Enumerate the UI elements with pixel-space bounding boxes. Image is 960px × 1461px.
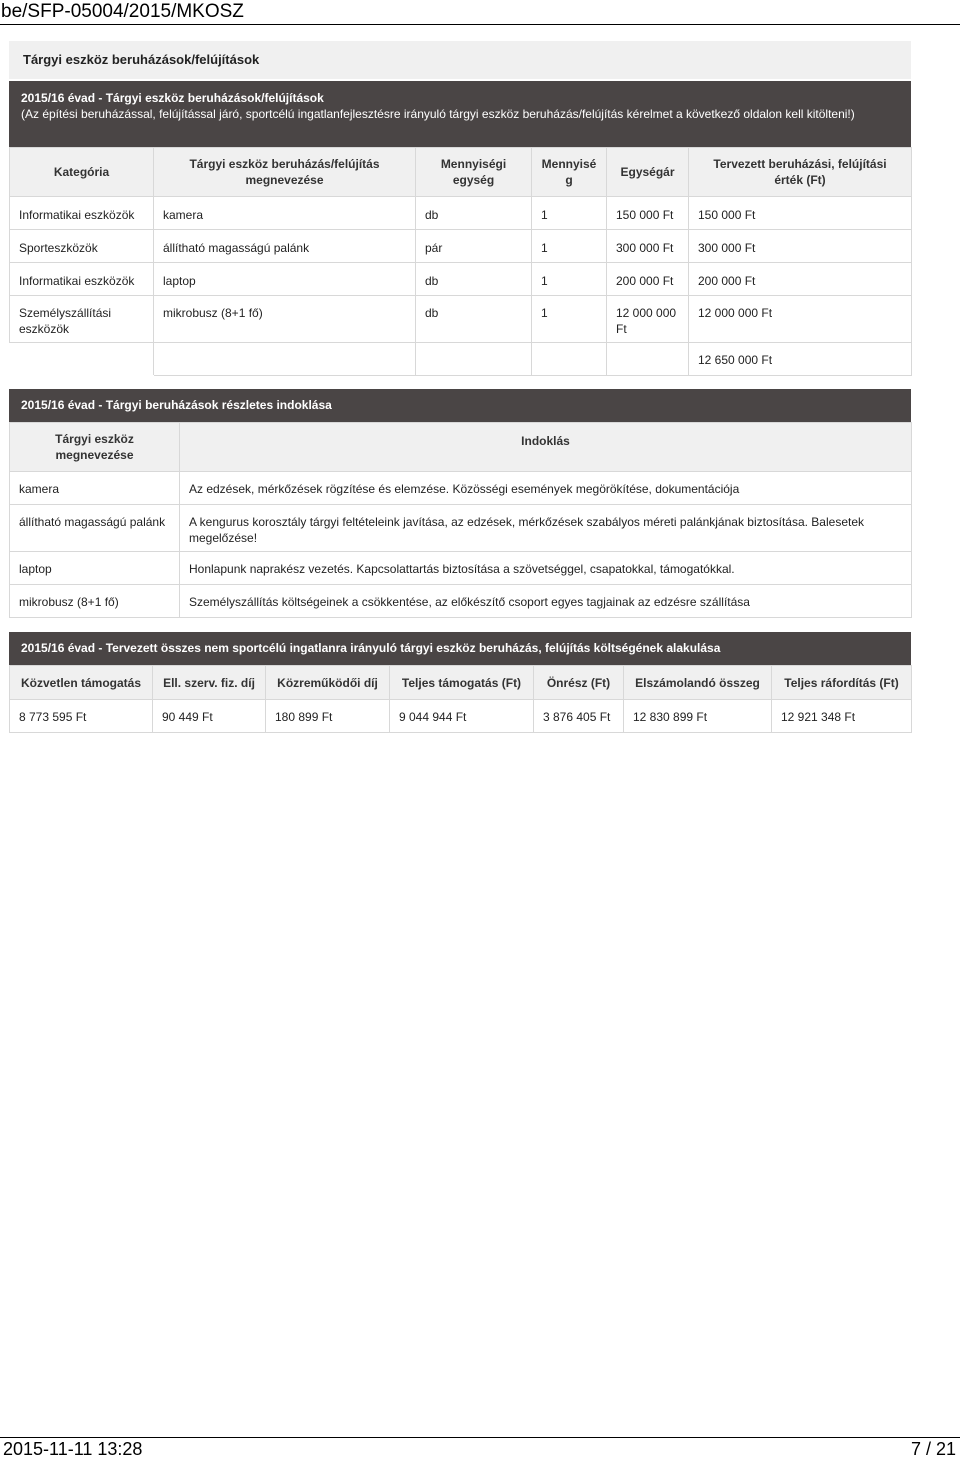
cell-unit: pár bbox=[416, 230, 532, 263]
cell-asset-name: mikrobusz (8+1 fő) bbox=[10, 585, 180, 618]
cell-reason: Az edzések, mérkőzések rögzítése és elemzése. Közösségi események megörökítése, dokumentációja bbox=[180, 472, 912, 505]
table-row bbox=[10, 263, 912, 296]
col-header-asset-name: Tárgyi eszköz megnevezése bbox=[10, 423, 180, 472]
page-footer bbox=[0, 1438, 960, 1461]
cell-reason: A kengurus korosztály tárgyi feltételeink javítása, az edzések, mérkőzések szabályos méreti palánkjának biztosítása. Balesetek megelőzése! bbox=[180, 505, 912, 552]
empty-cell bbox=[10, 343, 154, 376]
justification-table bbox=[9, 422, 912, 618]
investments-bar-note: (Az építési beruházással, felújítással járó, sportcélú ingatlanfejlesztésre irányuló tárgyi eszköz beruházás/felújítás kérelmet a következő oldalon kell kitölteni!) bbox=[21, 107, 855, 121]
cell-name: laptop bbox=[154, 263, 416, 296]
col-header-name: Tárgyi eszköz beruházás/felújítás megnevezése bbox=[154, 148, 416, 197]
cell-category: Sporteszközök bbox=[10, 230, 154, 263]
col-header-unit-price: Egységár bbox=[607, 148, 689, 197]
total-value: 12 650 000 Ft bbox=[689, 343, 912, 376]
cell-accountable-amount: 12 830 899 Ft bbox=[624, 700, 772, 733]
cell-reason: Személyszállítás költségeinek a csökkentése, az előkészítő csoport egyes tagjainak az edzésre szállítása bbox=[180, 585, 912, 618]
cell-name: mikrobusz (8+1 fő) bbox=[154, 296, 416, 343]
cell-qty: 1 bbox=[532, 296, 607, 343]
justification-header-row bbox=[10, 423, 912, 472]
col-header-own-contribution: Önrész (Ft) bbox=[534, 666, 624, 700]
col-header-audit-fee: Ell. szerv. fiz. díj bbox=[153, 666, 266, 700]
table-row bbox=[10, 505, 912, 552]
costs-table bbox=[9, 665, 912, 733]
investments-bar bbox=[9, 81, 911, 147]
costs-header-row bbox=[10, 666, 912, 700]
col-header-unit: Mennyiségi egység bbox=[416, 148, 532, 197]
table-row bbox=[10, 296, 912, 343]
investments-table bbox=[9, 147, 912, 376]
footer-timestamp: 2015-11-11 13:28 bbox=[3, 1439, 143, 1459]
cell-unit-price: 150 000 Ft bbox=[607, 197, 689, 230]
cell-unit-price: 300 000 Ft bbox=[607, 230, 689, 263]
table-row bbox=[10, 552, 912, 585]
empty-cell bbox=[416, 343, 532, 376]
table-row bbox=[10, 585, 912, 618]
cell-value: 200 000 Ft bbox=[689, 263, 912, 296]
cell-intermediary-fee: 180 899 Ft bbox=[266, 700, 390, 733]
cell-qty: 1 bbox=[532, 230, 607, 263]
cell-name: állítható magasságú palánk bbox=[154, 230, 416, 263]
cell-qty: 1 bbox=[532, 263, 607, 296]
costs-bar-title: 2015/16 évad - Tervezett összes nem sportcélú ingatlanra irányuló tárgyi eszköz beruházás, felújítás költségének alakulása bbox=[21, 641, 721, 655]
document-id: be/SFP-05004/2015/MKOSZ bbox=[1, 1, 244, 22]
cell-category: Informatikai eszközök bbox=[10, 197, 154, 230]
col-header-category: Kategória bbox=[10, 148, 154, 197]
col-header-accountable-amount: Elszámolandó összeg bbox=[624, 666, 772, 700]
cell-value: 150 000 Ft bbox=[689, 197, 912, 230]
col-header-direct-support: Közvetlen támogatás bbox=[10, 666, 153, 700]
cell-value: 12 000 000 Ft bbox=[689, 296, 912, 343]
cell-unit-price: 12 000 000 Ft bbox=[607, 296, 689, 343]
cell-total-support: 9 044 944 Ft bbox=[390, 700, 534, 733]
cell-total-expenditure: 12 921 348 Ft bbox=[772, 700, 912, 733]
empty-cell bbox=[532, 343, 607, 376]
empty-cell bbox=[154, 343, 416, 376]
col-header-total-expenditure: Teljes ráfordítás (Ft) bbox=[772, 666, 912, 700]
col-header-qty: Mennyisé g bbox=[532, 148, 607, 197]
investments-header-row bbox=[10, 148, 912, 197]
cell-unit-price: 200 000 Ft bbox=[607, 263, 689, 296]
cell-qty: 1 bbox=[532, 197, 607, 230]
col-header-intermediary-fee: Közreműködői díj bbox=[266, 666, 390, 700]
cell-value: 300 000 Ft bbox=[689, 230, 912, 263]
col-header-total-support: Teljes támogatás (Ft) bbox=[390, 666, 534, 700]
table-row bbox=[10, 230, 912, 263]
col-header-reason: Indoklás bbox=[180, 423, 912, 472]
table-row bbox=[10, 472, 912, 505]
empty-cell bbox=[607, 343, 689, 376]
cell-category: Informatikai eszközök bbox=[10, 263, 154, 296]
header-divider bbox=[0, 24, 960, 25]
section-title: Tárgyi eszköz beruházások/felújítások bbox=[9, 41, 911, 79]
cell-unit: db bbox=[416, 197, 532, 230]
total-row bbox=[10, 343, 912, 376]
justification-bar bbox=[9, 389, 911, 422]
cell-unit: db bbox=[416, 263, 532, 296]
col-header-planned-value: Tervezett beruházási, felújítási érték (Ft) bbox=[689, 148, 912, 197]
cell-reason: Honlapunk naprakész vezetés. Kapcsolattartás biztosítása a szövetséggel, csapatokkal, támogatókkal. bbox=[180, 552, 912, 585]
cell-direct-support: 8 773 595 Ft bbox=[10, 700, 153, 733]
cell-asset-name: állítható magasságú palánk bbox=[10, 505, 180, 552]
cell-own-contribution: 3 876 405 Ft bbox=[534, 700, 624, 733]
cell-category: Személyszállítási eszközök bbox=[10, 296, 154, 343]
cell-asset-name: kamera bbox=[10, 472, 180, 505]
cell-unit: db bbox=[416, 296, 532, 343]
justification-bar-title: 2015/16 évad - Tárgyi beruházások részletes indoklása bbox=[21, 398, 332, 412]
table-row bbox=[10, 700, 912, 733]
table-row bbox=[10, 197, 912, 230]
investments-bar-title: 2015/16 évad - Tárgyi eszköz beruházások/felújítások bbox=[21, 91, 324, 105]
costs-bar bbox=[9, 632, 911, 665]
footer-page-number: 7 / 21 bbox=[910, 1439, 956, 1459]
cell-asset-name: laptop bbox=[10, 552, 180, 585]
cell-name: kamera bbox=[154, 197, 416, 230]
cell-audit-fee: 90 449 Ft bbox=[153, 700, 266, 733]
